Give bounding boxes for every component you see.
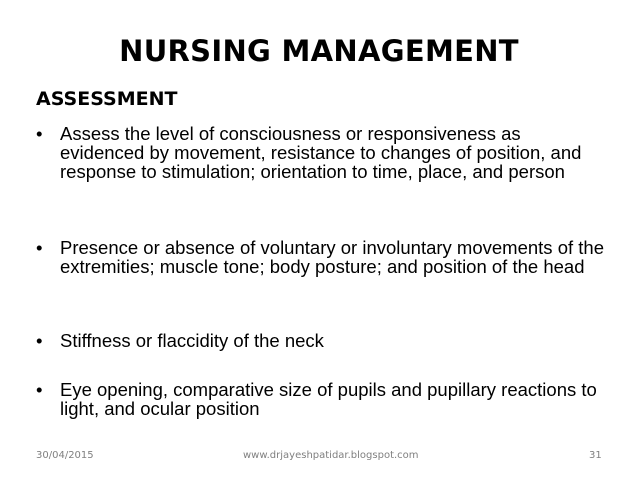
bullet-text: Assess the level of consciousness or responsiveness as evidenced by movement, resistance to changes of position, and response to stimulation; orientation to time, place, and person — [60, 123, 582, 182]
list-item — [36, 380, 606, 418]
section-heading: ASSESSMENT — [36, 88, 178, 110]
list-item — [36, 124, 606, 181]
footer-date: 30/04/2015 — [36, 450, 94, 461]
bullet-text: Stiffness or flaccidity of the neck — [60, 330, 324, 351]
list-item — [36, 238, 606, 276]
footer-page-number: 31 — [589, 450, 602, 461]
slide-title: NURSING MANAGEMENT — [119, 34, 519, 68]
bullet-icon: • — [36, 330, 43, 351]
list-item — [36, 331, 606, 350]
bullet-text: Presence or absence of voluntary or involuntary movements of the extremities; muscle tone; body posture; and position of the head — [60, 237, 604, 277]
bullet-icon: • — [36, 379, 43, 400]
footer-website: www.drjayeshpatidar.blogspot.com — [243, 450, 419, 461]
bullet-text: Eye opening, comparative size of pupils and pupillary reactions to light, and ocular position — [60, 379, 597, 419]
bullet-icon: • — [36, 123, 43, 144]
bullet-icon: • — [36, 237, 43, 258]
